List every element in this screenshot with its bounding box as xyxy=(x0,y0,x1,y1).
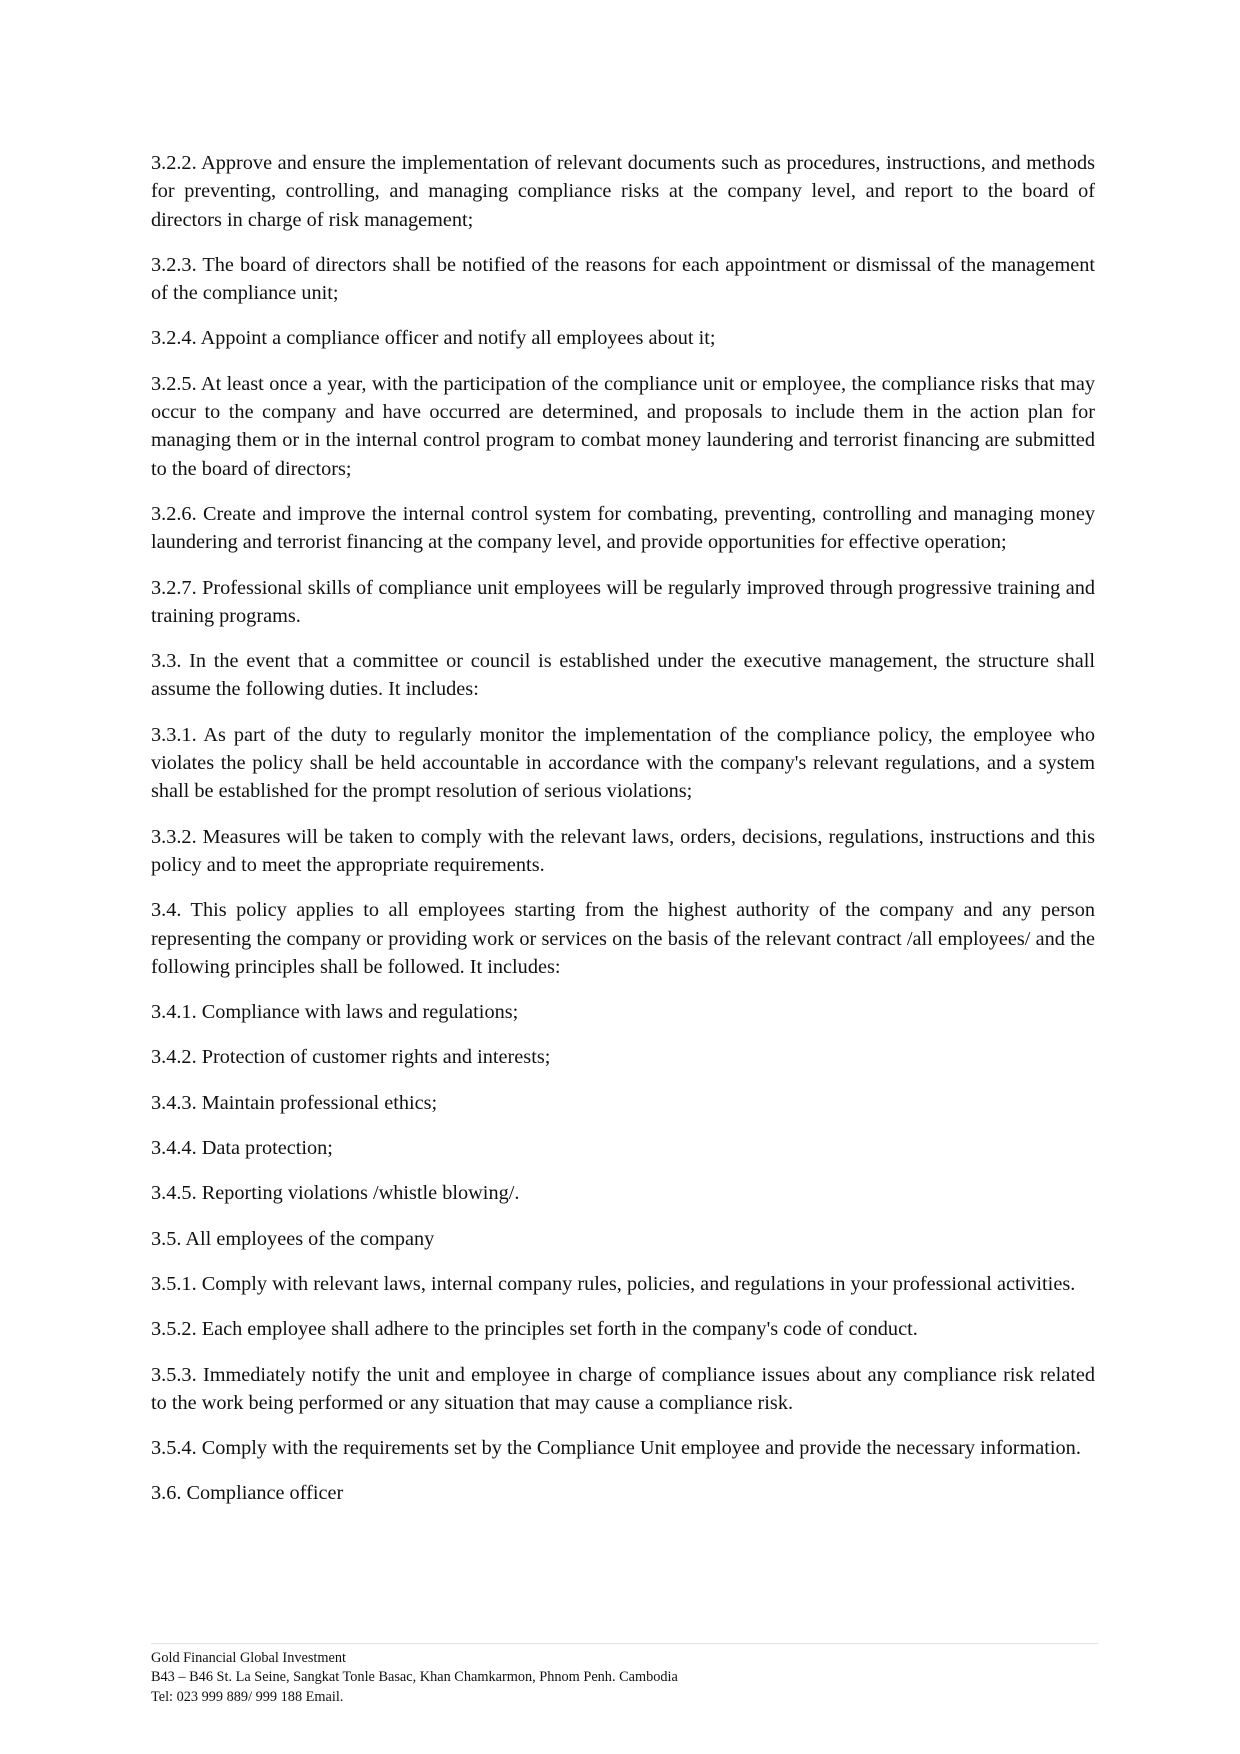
paragraph-3-4-1: 3.4.1. Compliance with laws and regulations; xyxy=(151,1001,519,1024)
paragraph-3-5: 3.5. All employees of the company xyxy=(151,1227,435,1250)
paragraph-3-5-4: 3.5.4. Comply with the requirements set by the Compliance Unit employee and provide the necessary information. xyxy=(151,1437,1081,1460)
paragraph-3-5-2: 3.5.2. Each employee shall adhere to the principles set forth in the company's code of conduct. xyxy=(151,1318,918,1341)
paragraph-3-3-1: 3.3.1. As part of the duty to regularly monitor the implementation of the compliance policy, the employee who violates the policy shall be held accountable in accordance with the company's relevant regulations, and a system shall be established for the prompt resolution of serious violations; xyxy=(151,723,1095,803)
paragraph-3-5-1: 3.5.1. Comply with relevant laws, internal company rules, policies, and regulations in your professional activities. xyxy=(151,1272,1076,1295)
paragraph-3-4-3: 3.4.3. Maintain professional ethics; xyxy=(151,1091,438,1114)
paragraph-3-2-6: 3.2.6. Create and improve the internal control system for combating, preventing, controlling and managing money laundering and terrorist financing at the company level, and provide opportunities for effective operation; xyxy=(151,502,1095,554)
paragraph-3-2-7: 3.2.7. Professional skills of compliance unit employees will be regularly improved through progressive training and training programs. xyxy=(151,576,1095,627)
paragraph-3-4: 3.4. This policy applies to all employees starting from the highest authority of the company and any person representing the company or providing work or services on the basis of the relevant contract /all employees/ and the following principles shall be followed. It includes: xyxy=(151,899,1095,978)
footer-divider xyxy=(151,1643,1098,1644)
paragraph-3-2-2: 3.2.2. Approve and ensure the implementation of relevant documents such as procedures, instructions, and methods for preventing, controlling, and managing compliance risks at the company level, and report to the board of directors in charge of risk management; xyxy=(151,152,1095,231)
footer-contact: Tel: 023 999 889/ 999 188 Email. xyxy=(151,1688,344,1705)
paragraph-3-4-2: 3.4.2. Protection of customer rights and interests; xyxy=(151,1046,551,1069)
paragraph-3-2-3: 3.2.3. The board of directors shall be notified of the reasons for each appointment or dismissal of the management of the compliance unit; xyxy=(151,253,1095,305)
paragraph-3-5-3: 3.5.3. Immediately notify the unit and employee in charge of compliance issues about any compliance risk related to the work being performed or any situation that may cause a compliance risk. xyxy=(151,1363,1095,1414)
paragraph-3-6: 3.6. Compliance officer xyxy=(151,1482,344,1505)
paragraph-3-3: 3.3. In the event that a committee or council is established under the executive management, the structure shall assume the following duties. It includes: xyxy=(151,650,1095,701)
paragraph-3-4-4: 3.4.4. Data protection; xyxy=(151,1137,333,1160)
page-footer xyxy=(151,1649,1091,1707)
footer-address: B43 – B46 St. La Seine, Sangkat Tonle Basac, Khan Chamkarmon, Phnom Penh. Cambodia xyxy=(151,1669,678,1686)
paragraph-3-2-4: 3.2.4. Appoint a compliance officer and notify all employees about it; xyxy=(151,327,716,350)
document-body xyxy=(151,149,1095,1525)
paragraph-3-4-5: 3.4.5. Reporting violations /whistle blowing/. xyxy=(151,1182,520,1205)
paragraph-3-3-2: 3.3.2. Measures will be taken to comply with the relevant laws, orders, decisions, regulations, instructions and this policy and to meet the appropriate requirements. xyxy=(151,825,1095,876)
footer-company-name: Gold Financial Global Investment xyxy=(151,1650,346,1666)
paragraph-3-2-5: 3.2.5. At least once a year, with the participation of the compliance unit or employee, the compliance risks that may occur to the company and have occurred are determined, and proposals to include them in the action plan for managing them or in the internal control program to combat money laundering and terrorist financing are submitted to the board of directors; xyxy=(151,372,1095,480)
